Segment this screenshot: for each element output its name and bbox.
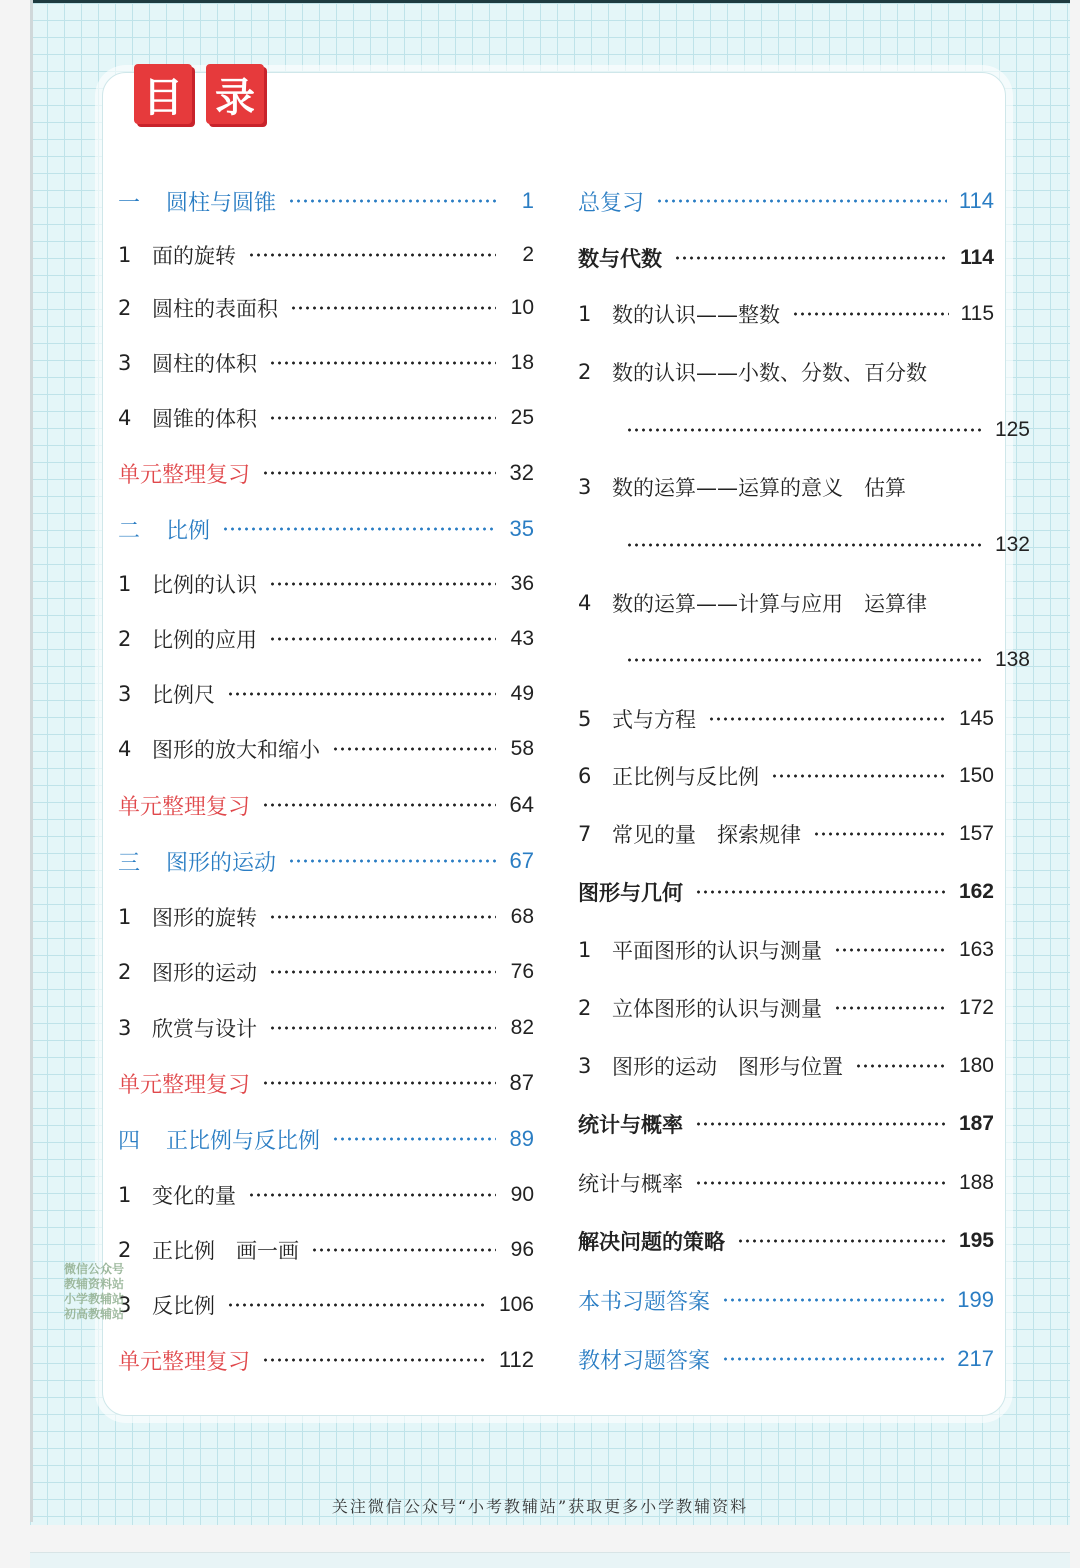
dot-leader [269,915,496,919]
toc-entry [578,702,994,736]
toc-entry-title: 比例 [166,518,211,544]
toc-entry-number: 3 [118,682,132,706]
dot-leader [248,253,496,257]
dot-leader [262,1358,487,1362]
toc-entry [118,1343,534,1377]
dot-leader [855,1064,947,1068]
toc-entry [578,528,1030,562]
toc-entry-title: 单元整理复习 [118,794,251,820]
toc-entry-title: 正比例与反比例 [612,765,759,789]
dot-leader [288,859,496,863]
toc-entry-number: 2 [578,360,592,384]
toc-entry-page: 163 [958,938,994,961]
watermark-line: 微信公众号 [64,1262,125,1276]
toc-entry-number: 三 [118,850,141,876]
toc-entry-number: 1 [118,243,132,267]
toc-entry-page: 112 [498,1347,534,1372]
toc-entry-number: 二 [118,518,141,544]
toc-entry-number: 3 [578,475,592,499]
toc-entry [578,470,994,504]
toc-entry-title: 变化的量 [152,1184,236,1208]
toc-entry-title: 数与代数 [578,247,662,271]
toc-entry-title: 正比例 画一画 [152,1239,299,1263]
toc-entry-page: 114 [960,246,994,269]
toc-entry [578,1283,994,1317]
dot-leader [269,1026,496,1030]
toc-entry [578,991,994,1025]
toc-entry-title: 数的运算——计算与应用 运算律 [612,592,927,616]
toc-entry-page: 25 [510,406,534,429]
dot-leader [269,637,496,641]
toc-entry-number: 1 [578,302,592,326]
toc-entry [118,677,534,711]
dot-leader [311,1248,496,1252]
dot-leader [227,1303,487,1307]
toc-entry-page: 36 [510,572,534,595]
toc-entry-page: 106 [498,1293,534,1316]
toc-entry-page: 58 [510,737,534,760]
dot-leader [269,582,496,586]
toc-entry [118,238,534,272]
toc-entry [118,1066,534,1100]
toc-entry-page: 138 [994,648,1030,671]
toc-entry [118,1011,534,1045]
toc-entry-page: 32 [509,460,534,485]
dot-leader [269,416,496,420]
toc-entry-number: 1 [118,905,132,929]
toc-entry-title: 图形的运动 [166,850,277,876]
toc-entry-page: 68 [510,905,534,928]
dot-leader [626,428,983,432]
toc-entry-title: 单元整理复习 [118,1349,251,1375]
watermark-line: 小学教辅站 [64,1292,125,1306]
toc-entry [578,1224,994,1258]
toc-entry-page: 18 [510,351,534,374]
toc-entry-title: 正比例与反比例 [166,1128,321,1154]
toc-entry-page: 35 [509,516,534,541]
footer-caption: 关注微信公众号“小考教辅站”获取更多小学教辅资料 [331,1497,749,1516]
toc-entry-page: 125 [994,418,1030,441]
toc-entry [578,184,994,218]
toc-entry-title: 图形的运动 图形与位置 [612,1055,843,1079]
toc-entry-number: 2 [118,960,132,984]
dot-leader [222,527,496,531]
toc-entry [118,456,534,490]
toc-entry-number: 3 [118,351,132,375]
toc-entry-number: 一 [118,190,141,216]
toc-entry-number: 3 [118,1293,132,1317]
toc-entry-page: 2 [522,243,534,266]
toc-entry [118,1178,534,1212]
toc-entry-title: 单元整理复习 [118,462,251,488]
dot-leader [227,692,496,696]
toc-entry-number: 3 [578,1054,592,1078]
toc-entry-page: 1 [521,188,534,213]
toc-entry-title: 教材习题答案 [578,1348,711,1374]
toc-entry-page: 64 [509,792,534,817]
dot-leader [288,199,496,203]
toc-entry-page: 89 [509,1126,534,1151]
toc-entry [578,1049,994,1083]
dot-leader [269,970,496,974]
toc-entry-title: 统计与概率 [578,1113,683,1137]
toc-title-char-1: 目 [134,64,192,124]
toc-entry [118,955,534,989]
toc-entry-title: 欣赏与设计 [152,1017,257,1041]
toc-entry [118,622,534,656]
toc-entry-page: 10 [510,296,534,319]
toc-entry-title: 统计与概率 [578,1172,683,1196]
toc-entry-page: 115 [960,302,994,325]
toc-entry-number: 3 [118,1016,132,1040]
toc-entry-title: 平面图形的认识与测量 [612,939,822,963]
toc-entry [578,817,994,851]
toc-entry-number: 4 [118,737,132,761]
toc-entry [118,788,534,822]
toc-entry [578,875,994,909]
toc-entry-title: 图形与几何 [578,881,683,905]
toc-entry [578,933,994,967]
toc-entry-number: 5 [578,707,592,731]
toc-entry-page: 217 [957,1346,994,1371]
toc-entry-title: 比例的认识 [152,573,257,597]
watermark-stamp [64,1262,144,1322]
toc-entry-number: 2 [578,996,592,1020]
toc-entry-number: 2 [118,1238,132,1262]
toc-entry [578,586,994,620]
toc-entry-title: 圆柱的表面积 [152,297,278,321]
dot-leader [708,717,947,721]
dot-leader [674,256,948,260]
toc-entry-page: 145 [958,707,994,730]
toc-entry-page: 114 [958,188,994,213]
toc-entry-title: 式与方程 [612,708,696,732]
toc-entry-page: 188 [958,1171,994,1194]
toc-entry-title: 圆锥的体积 [152,407,257,431]
toc-entry-page: 82 [510,1016,534,1039]
dot-leader [248,1193,496,1197]
toc-entry-number: 1 [578,938,592,962]
dot-leader [262,803,496,807]
toc-entry-title: 图形的放大和缩小 [152,738,320,762]
toc-entry-title: 图形的运动 [152,961,257,985]
dot-leader [695,1122,947,1126]
toc-entry-number: 2 [118,627,132,651]
toc-entry-title: 数的认识——小数、分数、百分数 [612,361,927,385]
toc-entry-number: 2 [118,296,132,320]
dot-leader [834,1006,947,1010]
toc-entry-page: 67 [509,848,534,873]
dot-leader [626,543,983,547]
toc-entry-page: 49 [510,682,534,705]
toc-entry-title: 总复习 [578,190,645,216]
toc-entry-title: 比例尺 [152,683,215,707]
dot-leader [269,361,496,365]
toc-entry [118,291,534,325]
toc-title-char-2: 录 [206,64,264,124]
toc-entry-title: 立体图形的认识与测量 [612,997,822,1021]
toc-entry-number: 4 [118,406,132,430]
toc-entry-title: 反比例 [152,1294,215,1318]
page-edge [30,0,33,1522]
toc-entry [118,567,534,601]
toc-entry [118,732,534,766]
watermark-line: 教辅资料站 [64,1277,125,1291]
dot-leader [695,890,947,894]
dot-leader [722,1357,945,1361]
dot-leader [737,1239,947,1243]
toc-entry-page: 150 [958,764,994,787]
dot-leader [722,1298,945,1302]
dot-leader [290,306,496,310]
dot-leader [262,1081,496,1085]
dot-leader [332,747,496,751]
dot-leader [626,658,983,662]
toc-entry-number: 4 [578,591,592,615]
toc-entry-page: 43 [510,627,534,650]
toc-entry [118,900,534,934]
toc-entry-number: 四 [118,1128,141,1154]
dot-leader [332,1137,496,1141]
toc-entry [578,1166,994,1200]
dot-leader [695,1181,947,1185]
toc-entry-page: 180 [958,1054,994,1077]
toc-entry-title: 本书习题答案 [578,1289,711,1315]
toc-entry [578,297,994,331]
toc-entry-title: 圆柱与圆锥 [166,190,277,216]
dot-leader [262,471,496,475]
toc-entry-number: 7 [578,822,592,846]
toc-entry-number: 1 [118,572,132,596]
toc-entry [118,1288,534,1322]
toc-entry-page: 157 [958,822,994,845]
toc-entry [578,643,1030,677]
toc-entry-title: 圆柱的体积 [152,352,257,376]
toc-entry-page: 162 [958,880,994,903]
toc-entry [578,759,994,793]
toc-entry [118,844,534,878]
toc-entry-title: 比例的应用 [152,628,257,652]
toc-entry [118,1122,534,1156]
toc-entry [578,413,1030,447]
dot-leader [771,774,947,778]
toc-entry-page: 199 [957,1287,994,1312]
toc-entry-page: 195 [958,1229,994,1252]
toc-entry-page: 96 [510,1238,534,1261]
toc-entry-title: 数的运算——运算的意义 估算 [612,476,906,500]
toc-entry-title: 面的旋转 [152,244,236,268]
toc-entry-page: 172 [958,996,994,1019]
toc-entry [578,241,994,275]
dot-leader [656,199,947,203]
toc-entry-title: 单元整理复习 [118,1072,251,1098]
toc-entry [118,346,534,380]
dot-leader [834,948,947,952]
toc-entry-page: 132 [994,533,1030,556]
toc-entry-page: 87 [509,1070,534,1095]
toc-entry [578,1107,994,1141]
next-page-edge [30,1552,1070,1568]
toc-entry [118,184,534,218]
toc-entry-number: 6 [578,764,592,788]
toc-entry [118,1233,534,1267]
toc-entry [578,1342,994,1376]
toc-entry-title: 解决问题的策略 [578,1230,725,1254]
toc-entry-title: 图形的旋转 [152,906,257,930]
toc-entry [118,401,534,435]
dot-leader [792,312,949,316]
toc-entry-number: 1 [118,1183,132,1207]
toc-entry-title: 数的认识——整数 [612,303,780,327]
toc-entry-page: 76 [510,960,534,983]
toc-entry-page: 187 [958,1112,994,1135]
dot-leader [813,832,947,836]
watermark-line: 初高教辅站 [64,1307,125,1321]
toc-entry-title: 常见的量 探索规律 [612,823,801,847]
toc-entry [118,512,534,546]
toc-entry-page: 90 [510,1183,534,1206]
toc-entry [578,355,994,389]
